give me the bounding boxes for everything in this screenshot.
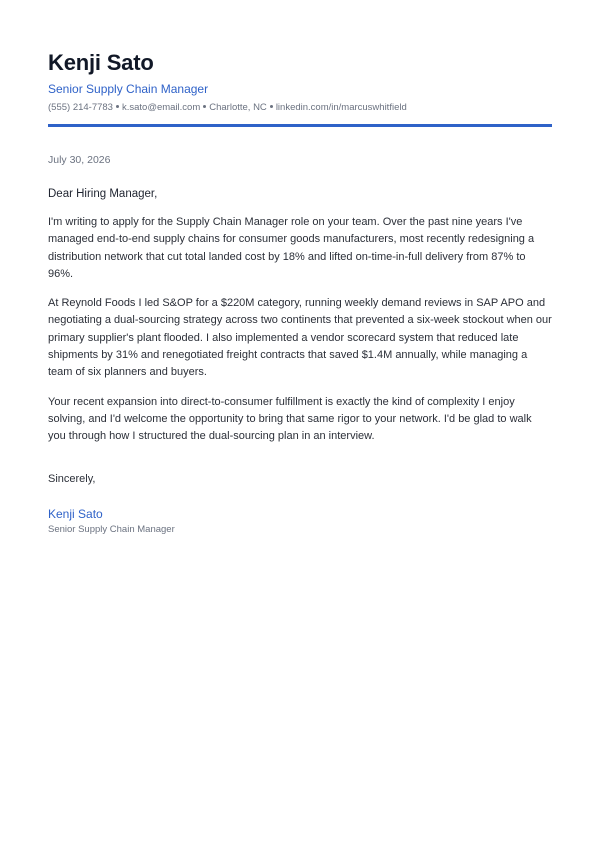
contact-location: Charlotte, NC: [209, 102, 267, 113]
header-divider: [48, 124, 552, 127]
applicant-name: Kenji Sato: [48, 50, 154, 75]
closing: Sincerely,: [48, 472, 96, 485]
bullet-separator: [116, 105, 119, 108]
contact-linkedin[interactable]: linkedin.com/in/marcuswhitfield: [275, 102, 407, 113]
letter-date: July 30, 2026: [48, 154, 111, 166]
signature-title: Senior Supply Chain Manager: [48, 523, 175, 535]
applicant-title: Senior Supply Chain Manager: [48, 82, 209, 96]
salutation: Dear Hiring Manager,: [48, 188, 158, 200]
body-paragraph-2: At Reynold Foods I led S&OP for a $220M category, running weekly demand reviews in SAP APO and negotiating a dual-sourcing strategy across two continents that prevented a six-week stockout when our primary supplier's plant flooded. I also implemented a vendor scorecard system that reduced late shipments by 31% and renegotiated freight contracts that saved $1.4M annually, while managing a team of six planners and buyers.: [48, 297, 552, 379]
contact-email[interactable]: k.sato@email.com: [121, 102, 201, 113]
contact-phone: (555) 214-7783: [48, 102, 113, 113]
body-paragraph-1: I'm writing to apply for the Supply Chain Manager role on your team. Over the past nine years I've managed end-to-end supply chains for consumer goods manufacturers, most recently redesigning a distribution network that cut total landed cost by 18% and lifted on-time-in-full delivery from 87% to 96%.: [48, 216, 535, 280]
bullet-separator: [270, 105, 273, 108]
bullet-separator: [203, 105, 206, 108]
signature-name: Kenji Sato: [48, 506, 103, 521]
body-paragraph-3: Your recent expansion into direct-to-consumer fulfillment is exactly the kind of complexity I enjoy solving, and I'd welcome the opportunity to bring that same rigor to your network. I'd be glad to walk you through how I structured the dual-sourcing plan in an interview.: [48, 395, 532, 443]
contact-line: [48, 101, 552, 114]
